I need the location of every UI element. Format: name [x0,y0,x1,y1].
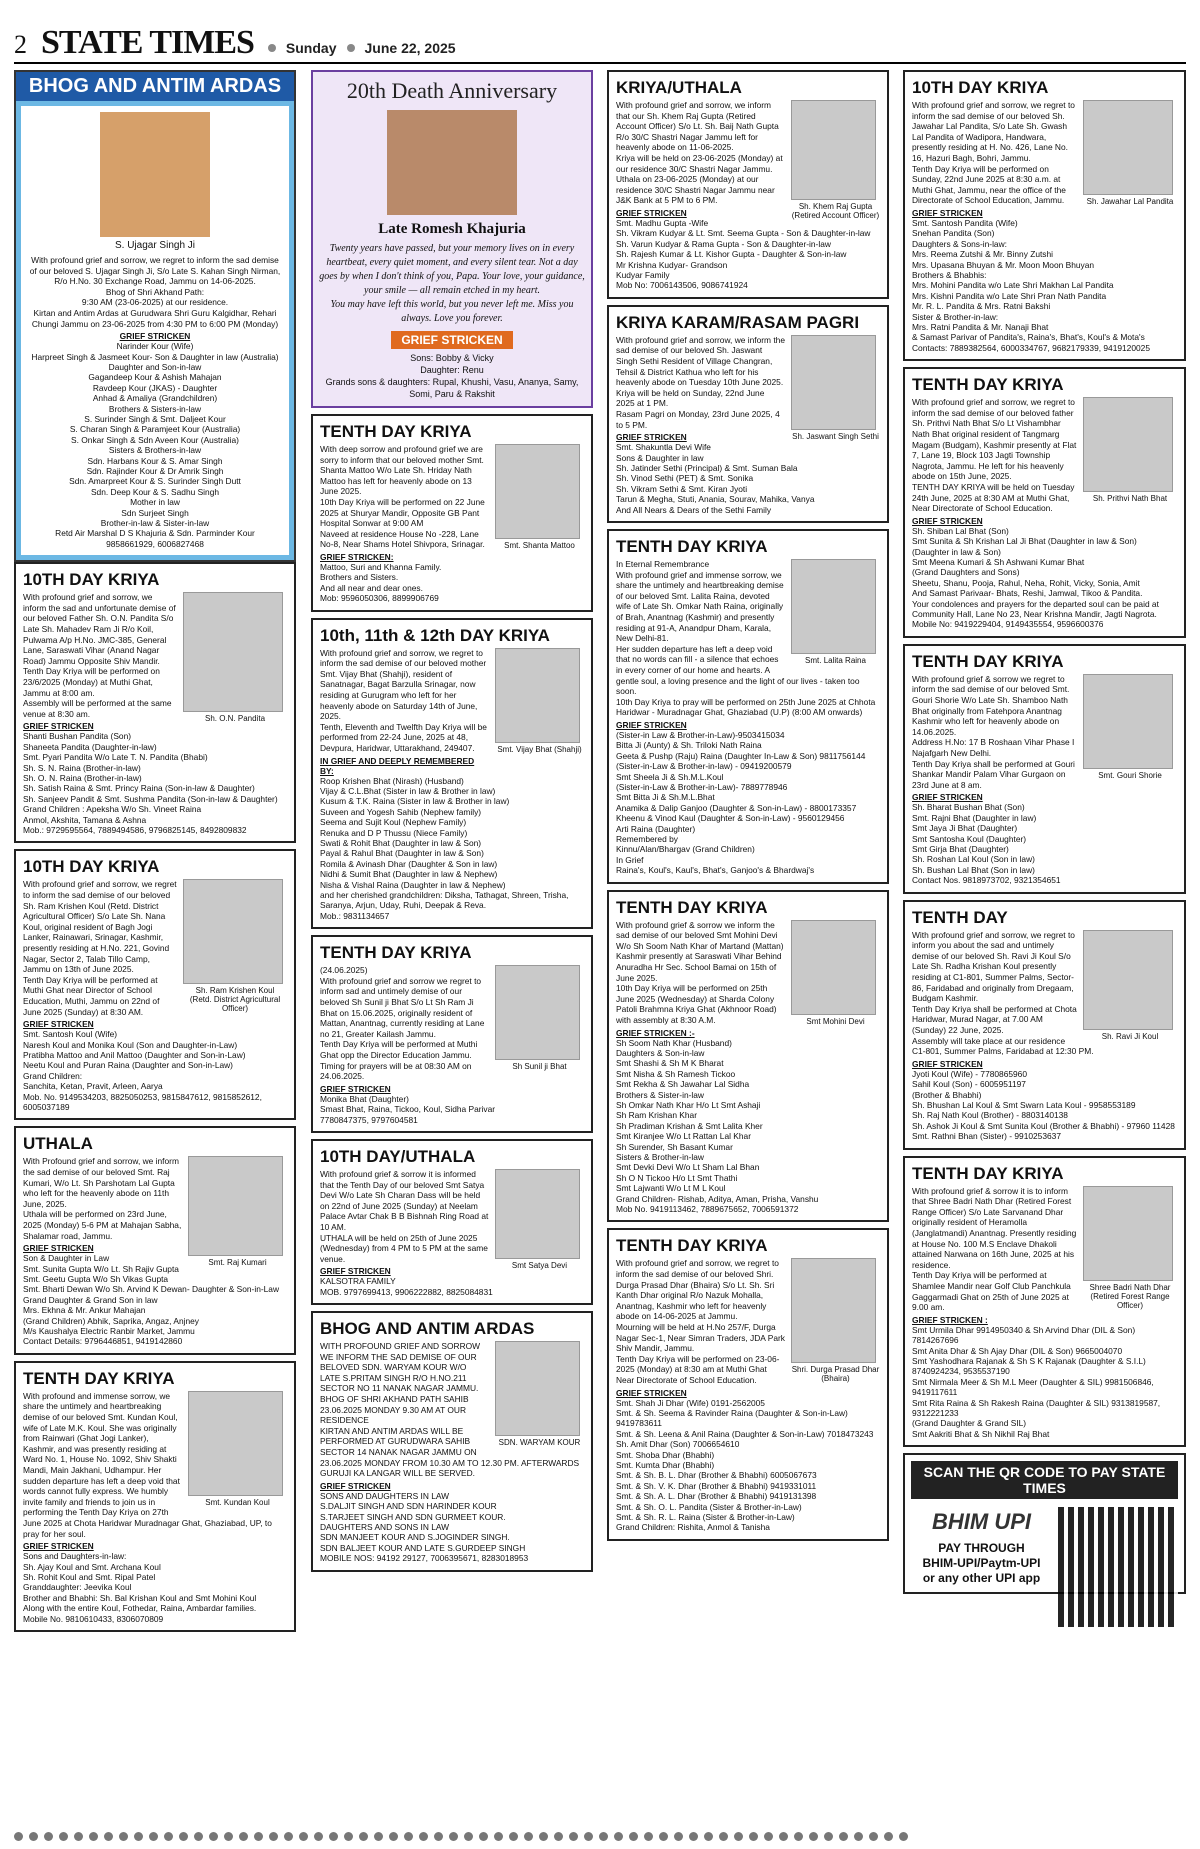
obituary-notice [14,1126,296,1354]
upi-payment-box [903,1453,1186,1594]
grief-heading: IN GRIEF AND DEEPLY REMEMBERED BY: [320,755,475,776]
obituary-notice [607,1228,889,1540]
relatives-list: Smt. Shakuntla Devi Wife Sons & Daughter in law Sh. Jatinder Sethi (Principal) & Smt. Suman Bala Sh. Vinod Sethi (PET) & Smt. Sonika Sh. Vikram Sethi & Smt. Kiran Jyoti Tarun & Megha, Stuti, Anania, Sourav, Mahika, Vanya And All Nears & Dears of the Sethi Family [616,442,815,515]
portrait-photo [1083,930,1173,1030]
bhim-upi-logo: BHIM UPI [932,1509,1031,1535]
notice-title: BHOG AND ANTIM ARDAS [16,72,294,101]
footer-dot-icon [464,1832,473,1841]
photo-block [791,100,880,220]
obituary-notice [903,644,1186,894]
anniversary-title: 20th Death Anniversary [346,78,558,103]
photo-caption: Smt. Kundan Koul [205,1497,270,1507]
footer-dot-icon [779,1832,788,1841]
footer-dot-icon [224,1832,233,1841]
grief-heading: GRIEF STRICKEN [616,719,687,730]
relatives-list: Mattoo, Suri and Khanna Family. Brothers and Sisters. And all near and dear ones. Mob: 9596050306, 8899906769 [320,561,442,604]
footer-dot-icon [854,1832,863,1841]
notice-text: With profound grief and sorrow, we inform the sad demise of our beloved Sh. Jaswant Singh Sethi Resident of Village Changran, Tehsil & District Kathua who left for his heavenly abode on Tuesday 10th June 2025. Kriya will be held on Sunday, 22nd June 2025 at 1 PM. Rasam Pagri on Monday, 23rd June 2025, 4 to 5 PM. [616,334,785,430]
notice-title: 10TH DAY KRIYA [912,78,1049,97]
photo-caption: Sh. Prithvi Nath Bhat [1092,494,1168,504]
obituary-notice [607,70,889,299]
grief-heading: GRIEF STRICKEN : [912,1314,988,1325]
notice-title: KRIYA KARAM/RASAM PAGRI [616,312,860,332]
notice-title: TENTH DAY KRIYA [616,536,768,556]
relatives-list: SONS AND DAUGHTERS IN LAW S.DALJIT SINGH AND SDN HARINDER KOUR S.TARJEET SINGH AND SDN GURMEET KOUR. DAUGHTERS AND SONS IN LAW SDN MANJEET KOUR AND S.JOGINDER SINGH. SDN BALJEET KOUR AND LATE S.GURDEEP SINGH MOBILE NOS: 94192 29127, 7006395671, 8283018953 [320,1490,529,1564]
notice-text: With profound grief and sorrow, we regret to inform you about the sad and untimely demise of our beloved Sh. Ravi Ji Koul S/o Late Sh. Radha Krishan Koul presently residing at C1-801, Summer Palms, Sector-86, Faridabad and originally from Dregaam, Budgam Kashmir. Tenth Day Kriya shall be performed at Chota Haridwar, Murad Nagar, at 7.00 AM (Sunday) 22 June, 2025. Assembly will take place at our residence C1-801, Summer Palms, Faridabad at 12:30 PM. [912,929,1094,1057]
footer-dot-icon [479,1832,488,1841]
grief-heading: GRIEF STRICKEN [320,1266,391,1277]
notice-title: TENTH DAY KRIYA [912,375,1064,395]
relatives-list: Smt. Santosh Pandita (Wife) Snehan Pandita (Son) Daughters & Sons-in-law: Mrs. Reema Zutshi & Mr. Binny Zutshi Mrs. Upasana Bhuyan & Mr. Moon Moon Bhuyan Brothers & Bhabhis: Mrs. Mohini Pandita w/o Late Shri Makhan Lal Pandita Mrs. Kishni Pandita w/o Late Shri Pran Nath Pandita Mr. R. L. Pandita & Mrs. Ratni Bakshi Sister & Brother-in-law: Mrs. Ratni Pandita & Mr. Nanaji Bhat & Samast Parivar of Pandita's, Raina's, Bhat's, Koul's & Mota's Contacts: 7889382564, 6000334767, 9682179339, 9419120025 [912,217,1150,353]
grief-heading: GRIEF STRICKEN [119,331,191,342]
portrait-photo [1083,1186,1173,1281]
notice-text: With profound grief & sorrow it is to inform that Shree Badri Nath Dhar (Retired Forest Range Officer) S/o Late Sarvanand Dhar originally resident of Heramolla (Janglatmandi) Anantnag. Presently residing at House No. 100 M.S Enclave Dhakoli attained Narwana on 16th June, 2025 at his residence. Tenth Day Kriya will be performed at Shamlee Mandir near Golf Club Panchkula Gaggarmadi Ghat on 25th of June 2025 at 9.00 am. [912,1185,1077,1313]
footer-dots [14,1832,1186,1841]
footer-dot-icon [674,1832,683,1841]
footer-dot-icon [584,1832,593,1841]
portrait-photo [495,1341,580,1436]
footer-dot-icon [119,1832,128,1841]
grief-heading: GRIEF STRICKEN [912,515,983,526]
grief-heading: GRIEF STRICKEN [320,1083,391,1094]
relatives-list: Sh. Shiban Lal Bhat (Son) Smt Sunita & Sh Krishan Lal Ji Bhat (Daughter in law & Son) (Daughter in law & Son) Smt Meena Kumari & Sh Ashwani Kumar Bhat (Grand Daughters and Sons) Sheetu, Shanu, Pooja, Rahul, Neha, Rohit, Vicky, Sonia, Amit And Samast Parivaar- Bhats, Reshi, Jamwal, Tikoo & Pandita. Your condolences and prayers for the departed soul can be paid at Community Hall, Lane No 23, Near Krishna Mandir, Jagti Nagrota. Mobile No: 9419229404, 9149435554, 9596600376 [912,525,1159,630]
footer-dot-icon [59,1832,68,1841]
portrait-photo [791,920,876,1015]
grief-heading: GRIEF STRICKEN [912,1058,983,1069]
footer-dot-icon [764,1832,773,1841]
obituary-notice [311,1139,593,1305]
notice-title: TENTH DAY [912,907,1008,927]
photo-caption: Smt. Raj Kumari [208,1258,267,1268]
footer-dot-icon [344,1832,353,1841]
photo-block [188,1156,287,1267]
footer-dot-icon [374,1832,383,1841]
photo-block [1083,1186,1177,1310]
deceased-name: Late Romesh Khajuria [378,221,526,237]
header-rule [14,62,1186,64]
footer-dot-icon [899,1832,908,1841]
portrait-photo [183,592,283,712]
footer-dot-icon [494,1832,503,1841]
footer-dot-icon [314,1832,323,1841]
portrait-photo [183,879,283,984]
relatives-list: KALSOTRA FAMILY MOB. 9797699413, 9906222882, 8825084831 [320,1276,493,1297]
footer-dot-icon [539,1832,548,1841]
footer-dot-icon [524,1832,533,1841]
photo-block [791,335,880,441]
portrait-photo [188,1156,283,1256]
relatives-list: (Sister-in Law & Brother-in-Law)-9503415034 Bitta Ji (Aunty) & Sh. Triloki Nath Raina Geeta & Pushp (Raju) Raina (Daughter In-Law & Son) 9811756144 (Sister-in-Law & Brother-in-law) - 09419200579 Smt Sheela Ji & Sh.M.L.Koul (Sister-in-Law & Brother-in-Law)- 7889778946 Smt Bitta Ji & Sh.M.L.Bhat Anamika & Dalip Ganjoo (Daughter & Son-in-Law) - 8800173357 Kheenu & Vinod Kaul (Daughter & Son-in-Law) - 9560129456 Arti Raina (Daughter) Remembered by Kinnu/Alan/Bhargav (Grand Children) In Grief Raina's, Koul's, Kaul's, Bhat's, Ganjoo's & Bhardwaj's [616,729,866,876]
photo-block [188,1391,287,1507]
photo-caption: Smt Mohini Devi [806,1016,865,1026]
notice-text: With profound grief and sorrow, we inform the sad and unfortunate demise of our beloved Father Sh. O.N. Pandita S/o Late Sh. Mahadev Ram Ji R/o Koil, Pulwama A/p H.No. JMC-385, General Lane, Saraswati Vihar (Anand Nagar Road) Jammu Opposite Shiv Mandir. Tenth Day Kriya will be performed on 23/6/2025 (Monday) at Muthi Ghat, Jammu at 8:00 am. Assembly will be performed at the same venue at 8:30 am. [23,592,176,719]
death-anniversary-notice [311,70,593,408]
photo-caption: Smt. Shanta Mattoo [504,541,575,550]
photo-caption: Sh Sunil ji Bhat [512,1062,567,1072]
grief-heading: GRIEF STRICKEN :- [616,1027,695,1038]
footer-dot-icon [194,1832,203,1841]
photo-caption: Sh. Khem Raj Gupta (Retired Account Officer) [791,202,880,220]
notice-text: With profound grief and sorrow, we regret to inform the sad demise of our beloved father Sh. Prithvi Nath Bhat S/o Lt Vishambhar Nath Bhat original resident of Tangmarg Magam (Budgam), Kashmir presently at Flat 7, Lane 19, Block 103 Jagti Township Nagrota, Jammu. He left for his heavenly abode on 15th June, 2025. TENTH DAY KRIYA will be held on Tuesday 24th June, 2025 at 8:30 AM at Muthi Ghat, Near Directorate of School Education. [912,397,1077,514]
grief-heading: GRIEF STRICKEN [616,432,687,443]
newspaper-logo: STATE TIMES [41,24,254,61]
notice-title: TENTH DAY KRIYA [912,1163,1064,1183]
photo-caption: Sh. Ravi Ji Koul [1101,1031,1159,1041]
photo-block [495,444,584,550]
bhog-ardas-notice [14,70,296,562]
footer-dot-icon [509,1832,518,1841]
grief-heading: GRIEF STRICKEN [616,1387,687,1398]
obituary-notice [903,70,1186,361]
obituary-notice [14,849,296,1120]
obituary-notice [14,562,296,843]
portrait-photo [1083,674,1173,769]
photo-block [495,1341,584,1447]
footer-dot-icon [434,1832,443,1841]
footer-dot-icon [419,1832,428,1841]
footer-dot-icon [179,1832,188,1841]
photo-caption: Sh. Jawahar Lal Pandita [1086,197,1174,206]
footer-dot-icon [299,1832,308,1841]
relatives-list: Roop Krishen Bhat (Nirash) (Husband) Vijay & C.L.Bhat (Sister in law & Brother in law) Kusum & T.K. Raina (Sister in law & Brother in law) Suveen and Yogesh Sahib (Nephew family) Seema and Sujit Koul (Nephew Family) Renuka and D P Thussu (Niece Family) Swati & Rohit Bhat (Daughter in law & Son) Payal & Rahul Bhat (Daughter in law & Son) Romila & Avinash Dhar (Daughter & Son in law) Nidhi & Sumit Bhat (Daughter in law & Nephew) Nisha & Vishal Raina (Daughter in law & Nephew) and her cherished grandchildren: Diksha, Tathagat, Shreen, Trisha, Saranya, Arjun, Uday, Ruhi, Deepak & Reva. Mob.: 9831134657 [320,775,569,921]
footer-dot-icon [134,1832,143,1841]
photo-caption: SDN. WARYAM KOUR [498,1438,581,1448]
photo-block [495,648,584,754]
relatives-list: Jyoti Koul (Wife) - 7780865960 Sahil Koul (Son) - 6005951197 (Brother & Bhabhi) Sh. Bhushan Lal Koul & Smt Swarn Lata Koul - 9958553189 Sh. Raj Nath Koul (Brother) - 8803140138 Sh. Ashok Ji Koul & Smt Sunita Koul (Brother & Bhabhi) - 97960 11428 Smt. Rathni Bhan (Sister) - 9910253637 [912,1068,1175,1142]
grief-heading: GRIEF STRICKEN [912,792,983,803]
photo-caption: Smt Satya Devi [511,1260,568,1270]
relatives-list: Shanti Bushan Pandita (Son) Shaneeta Pandita (Daughter-in-law) Smt. Pyari Pandita W/o Late T. N. Pandita (Bhabi) Sh. S. N. Raina (Brother-in-law) Sh. O. N. Raina (Brother-in-law) Sh. Satish Raina & Smt. Princy Raina (Son-in-law & Daughter) Sh. Sanjeev Pandit & Smt. Sushma Pandita (Son-in-law & Daughter) Grand Children : Apeksha W/o Sh. Vineet Raina Anmol, Akshita, Tamana & Ashna Mob.: 9729595564, 7889494586, 9796825145, 8492809832 [23,731,278,836]
notice-text: With profound grief and sorrow, we regret to inform the sad demise of our beloved Shri. Durga Prasad Dhar (Bhaira) S/o Lt. Sh. Sri Kanth Dhar original R/o Nazuk Mohalla, Anantnag, Kashmir who left for heavenly abode on 14-06-2025 at Jammu. Mourning will be held at H.No 257/F, Durga Nagar Sec-1, Near Simran Traders, JDA Park Shiv Mandir, Jammu. Tenth Day Kriya will be performed on 23-06-2025 (Monday) at 8:30 am at Muthi Ghat Near Directorate of School Education. [616,1258,785,1385]
photo-caption: Sh. Ram Krishen Koul (Retd. District Agricultural Officer) [189,986,281,1014]
obituary-notice [903,367,1186,638]
footer-dot-icon [284,1832,293,1841]
relatives-list: Narinder Kour (Wife) Harpreet Singh & Jasmeet Kour- Son & Daughter in law (Australia) Daughter and Son-in-law Gagandeep Kour & Ashish Mahajan Ravdeep Kour (JKAS) - Daughter Anhad & Amaliya (Grandchildren) Brothers & Sisters-in-law S. Surinder Singh & Smt. Daljeet Kour S. Charan Singh & Paramjeet Kour (Australia) S. Onkar Singh & Sdn Aveen Kour (Australia) Sisters & Brothers-in-law Sdn. Harbans Kour & S. Amar Singh Sdn. Rajinder Kour & Dr Amrik Singh Sdn. Amarpreet Kour & S. Surinder Singh Dutt Sdn. Deep Kour & S. Sadhu Singh Mother in law Sdn Surjeet Singh Brother-in-law & Sister-in-law Retd Air Marshal D S Khajuria & Sdn. Parminder Kour 9858661929, 6006827468 [31,341,279,549]
obituary-notice [311,414,593,612]
notice-text: With Profound grief and sorrow, we inform the sad demise of our beloved Smt. Raj Kumari, W/o Lt. Sh Parshotam Lal Gupta who left for the heavenly abode on 11th June, 2025. Uthala will be performed on 23rd June, 2025 (Monday) 5-6 PM at Mahajan Sabha, Shalamar road, Jammu. [23,1156,182,1241]
photo-caption: S. Ujagar Singh Ji [114,240,196,251]
relatives-list: Sh. Bharat Bushan Bhat (Son) Smt. Rajni Bhat (Daughter in law) Smt Jaya Ji Bhat (Daughter) Smt Santosha Koul (Daughter) Smt Girja Bhat (Daughter) Sh. Roshan Lal Koul (Son in law) Sh. Bushan Lal Bhat (Son in law) Contact Nos. 9818973702, 9321354651 [912,802,1061,886]
footer-dot-icon [629,1832,638,1841]
notice-title: TENTH DAY KRIYA [616,1236,768,1256]
footer-dot-icon [689,1832,698,1841]
page-number: 2 [14,30,27,59]
footer-dot-icon [869,1832,878,1841]
notice-text: With profound grief and sorrow, we regret to inform the sad demise of our beloved S. Ujagar Singh Ji, S/o Late S. Kahan Singh Nirman, R/o H.No. 30 Exchange Road, Jammu on 14-06-2025. Bhog of Shri Akhand Path: 9:30 AM (23-06-2025) at our residence. Kirtan and Antim Ardas at Gurudwara Shri Guru Kalgidhar, Rehari Chungi Jammu on 23-06-2025 from 4:30 PM to 6:00 PM (Monday) [29,255,281,329]
grief-heading: GRIEF STRICKEN [320,1480,391,1491]
relatives-list: Son & Daughter in Law Smt. Sunita Gupta W/o Lt. Sh Rajiv Gupta Smt. Geetu Gupta W/o Sh Vikas Gupta Smt. Bharti Dewan W/o Sh. Arvind K Dewan- Daughter & Son-in-Law Grand Daughter & Grand Son in law Mrs. Ekhna & Mr. Ankur Mahajan (Grand Children) Abhik, Saprika, Angaz, Anjney M/s Kaushalya Electric Ranbir Market, Jammu Contact Details: 9796446851, 9419142860 [23,1253,280,1347]
obituary-notice [903,900,1186,1150]
obituary-notice [607,305,889,523]
notice-text: With profound grief & sorrow we regret to inform the sad demise of our beloved Smt. Gouri Shorie W/o Late Sh. Shamboo Nath Bhat originally from Fatehpora Anantnag Kashmir who left for heavenly abode on 14.06.2025. Address H.No: 17 B Roshaan Vihar Phase I Najafgarh New Delhi. Tenth Day Kriya shall be performed at Gouri Shankar Mandir Palam Vihar Gurgaon on 23rd June at 8 am. [912,673,1075,790]
portrait-photo [100,112,210,237]
footer-dot-icon [614,1832,623,1841]
photo-caption: Smt. Lalita Raina [805,655,866,665]
footer-dot-icon [554,1832,563,1841]
footer-dot-icon [359,1832,368,1841]
notice-text: With profound and immense sorrow, we share the untimely and heartbreaking demise of our beloved Smt. Kundan Koul, wife of Late M.K. Koul. She was originally from Rainwari (Ghat Jogi Lanker), Kashmir, and was presently residing at Ward No. 1, House No. 1092, Shiv Shakti Mandi, Main Jakhani, Udhampur. Her sudden departure has left a deep void that words cannot fully express. We humbly invite family and friends to join us in performing the Tenth Day Kriya on 27th June 2025 at Chota Haridwar Muradnagar Ghat, Ghaziabad, UP, to pray for her soul. [23,1390,272,1539]
footer-dot-icon [749,1832,758,1841]
notice-title: 10th, 11th & 12th DAY KRIYA [320,625,550,645]
photo-block [1083,930,1177,1041]
notice-text: With profound grief and sorrow, we inform that our Sh. Khem Raj Gupta (Retired Account Officer) S/o Lt. Sh. Baij Nath Gupta R/o 30/C Shastri Nagar Jammu left for heavenly abode on 11-06-2025. Kriya will be held on 23-06-2025 (Monday) at our residence 30/C Shastri Nagar Jammu. Uthala on 23-06-2025 (Monday) at our residence 30/C Shastri Nagar Jammu near J&K Bank at 5 PM to 6 PM. [616,100,783,206]
notice-title: TENTH DAY KRIYA [320,943,472,963]
photo-block [791,1258,880,1383]
portrait-photo [495,444,580,539]
portrait-photo [495,648,580,743]
footer-dot-icon [44,1832,53,1841]
bullet-icon [347,44,355,52]
relatives-list: Monika Bhat (Daughter) Smast Bhat, Raina, Tickoo, Koul, Sidha Parivar 7780847375, 9797604581 [320,1093,496,1125]
column-3 [607,70,889,1547]
relatives-list: Sh Soom Nath Khar (Husband) Daughters & Son-in-law Smt Shashi & Sh M K Bharat Smt Nisha & Sh Ramesh Tickoo Smt Rekha & Sh Jawahar Lal Sidha Brothers & Sister-in-law Sh Omkar Nath Khar H/o Lt Smt Ashaji Sh Ram Krishan Khar Sh Pradiman Krishan & Smt Lalita Kher Smt Kiranjee W/o Lt Rattan Lal Khar Sh Surender, Sh Basant Kumar Sisters & Brother-in-law Smt Devki Devi W/o Lt Sham Lal Bhan Sh O N Tickoo H/o Lt Smt Thathi Smt Lajwanti W/o Lt M L Koul Grand Children- Rishab, Aditya, Aman, Prisha, Vanshu Mob No. 9419113462, 7889675652, 7006591372 [616,1037,819,1214]
issue-date [268,40,456,56]
relatives-list: Smt. Shah Ji Dhar (Wife) 0191-2562005 Smt. & Sh. Seema & Ravinder Raina (Daughter & Son-in-Law) 9419783611 Smt. & Sh. Leena & Anil Raina (Daughter & Son-in-Law) 7018473243 Sh. Amit Dhar (Son) 7006654610 Smt. Shoba Dhar (Bhabhi) Smt. Kumta Dhar (Bhabhi) Smt. & Sh. B. L. Dhar (Brother & Bhabhi) 6005067673 Smt. & Sh. V. K. Dhar (Brother & Bhabhi) 9419331011 Smt. & Sh. A. L. Dhar (Brother & Bhabhi) 9419131398 Smt. & Sh. O. L. Pandita (Sister & Brother-in-Law) Smt. & Sh. R. L. Raina (Sister & Brother-in-Law) Grand Children: Rishita, Anmol & Tanisha [616,1397,874,1533]
obituary-notice [311,935,593,1133]
notice-text: With deep sorrow and profound grief we are sorry to inform that our beloved mother Smt. Shanta Mattoo W/o Late Sh. Hriday Nath Mattoo has left for heavenly abode on 13 June 2025. 10th Day Kriya will be performed on 22 June 2025 at Shuryar Mandir, Opposite GB Pant Hospital Sonwar at 9:00 AM Naveed at residence House No -228, Lane No-8, Near Shams Hotel Shivpora, Srinagar. [320,444,485,550]
grief-heading: GRIEF STRICKEN [23,1019,94,1030]
footer-dot-icon [74,1832,83,1841]
issue-day: Sunday [285,40,337,56]
notice-title: TENTH DAY KRIYA [616,897,768,917]
notice-title: 10TH DAY KRIYA [23,857,160,877]
photo-block [183,592,287,723]
portrait-photo [495,1169,580,1259]
column-4 [903,70,1186,1627]
bullet-icon [268,44,276,52]
footer-dot-icon [824,1832,833,1841]
issue-date-text: June 22, 2025 [364,40,456,56]
grief-heading: GRIEF STRICKEN [23,721,94,732]
photo-caption: Shree Badri Nath Dhar (Retired Forest Range Officer) [1089,1282,1171,1310]
footer-dot-icon [884,1832,893,1841]
grief-heading: GRIEF STRICKEN [23,1243,94,1254]
portrait-photo [791,1258,876,1363]
notice-title: UTHALA [23,1134,93,1154]
footer-dot-icon [389,1832,398,1841]
portrait-photo [791,100,876,200]
notice-text: WITH PROFOUND GRIEF AND SORROW WE INFORM THE SAD DEMISE OF OUR BELOVED SDN. WARYAM KOUR W/O LATE S.PRITAM SINGH R/O H.NO.211 SECTOR NO 11 NANAK NAGAR JAMMU. BHOG OF SHRI AKHAND PATH SAHIB 23.06.2025 MONDAY 9.30 AM AT OUR RESIDENCE KIRTAN AND ANTIM ARDAS WILL BE PERFORMED AT GURUDWARA SAHIB SECTOR 14 NANAK NAGAR JAMMU ON 23.06.2025 MONDAY FROM 10.30 AM TO 12.30 PM. AFTERWARDS GURUJI KA LANGAR WILL BE SERVED. [320,1341,580,1479]
portrait-photo [1083,100,1173,195]
footer-dot-icon [704,1832,713,1841]
footer-dot-icon [209,1832,218,1841]
notice-text: With profound grief & sorrow it is informed that the Tenth Day of our beloved Smt Satya Devi W/o Late Sh Charan Dass will be held on 22nd of June 2025 (Sunday) at Neelam Palace Avtar Chak B B Bishnah Ring Road at 10 AM. UTHALA will be held on 25th of June 2025 (Wednesday) from 4 PM to 5 PM at the same venue. [320,1168,489,1264]
photo-block [791,559,880,665]
obituary-notice [607,529,889,884]
footer-dot-icon [809,1832,818,1841]
notice-text: (24.06.2025) With profound grief and sorrow we regret to inform sad and untimely demise of our beloved Sh Sunil ji Bhat S/o Lt Sh Ram Ji Bhat on 15.06.2025, originally resident of Mattan, Anantnag, currently residing at Lane no 21, Greater Kailash Jammu. Tenth Day Kriya will be performed at Muthi Ghat opp the Director Education Jammu. Timing for prayers will be at 08:30 AM on 24.06.2025. [320,965,485,1082]
footer-dot-icon [254,1832,263,1841]
notice-title: TENTH DAY KRIYA [320,422,472,441]
photo-caption: Smt. Gouri Shorie [1098,770,1162,780]
portrait-photo [387,110,517,215]
photo-block [495,1169,584,1270]
footer-dot-icon [569,1832,578,1841]
footer-dot-icon [644,1832,653,1841]
qr-heading: SCAN THE QR CODE TO PAY STATE TIMES [911,1461,1178,1499]
column-1 [14,70,296,1638]
footer-dot-icon [14,1832,23,1841]
photo-block [791,920,880,1026]
relatives-list: Sons and Daughters-in-law: Sh. Ajay Koul and Smt. Archana Koul Sh. Rohit Koul and Smt. Ripal Patel Granddaughter: Jeevika Koul Brother and Bhabhi: Sh. Bal Krishan Koul and Smt Mohini Koul Along with the entire Koul, Fothedar, Raina, Ambardar families. Mobile No. 9810610433, 8306070809 [23,1551,257,1624]
photo-block [1083,397,1177,503]
notice-text: With profound grief & sorrow we inform the sad demise of our beloved Smt Mohini Devi W/o Sh Soom Nath Khar of Martand (Mattan) Kashmir presently at Saraswati Vihar Behind Anuradha Hr Sec. School Bamai on 15th of June 2025. 10th Day Kriya will be performed on 25th June 2025 (Wednesday) at Sharda Colony Patoli Brahmna Kriya Ghat (Akhnoor Road) with assembly at 8:30 A.M. [616,919,784,1025]
footer-dot-icon [269,1832,278,1841]
notice-text: In Eternal Remembrance With profound grief and immense sorrow, we share the untimely and heartbreaking demise of our beloved Smt. Lalita Raina, devoted wife of Late Sh. Omkar Nath Raina, originally of Brah, Anantnag (Kashmir) and presently residing at 91-A, Anandpur Dham, Karala, New Delhi-81. Her sudden departure has left a deep void that no words can fill - a silence that echoes in every corner of our home and hearts. A gentle soul, a loving presence and the light of our lives - taken too soon. 10th Day Kriya to pray will be performed on 25th June 2025 at Chhota Haridwar - Muradnagar Ghat, Ghaziabad (U.P) (8:00 AM onwards) [616,558,876,718]
footer-dot-icon [659,1832,668,1841]
grief-heading: GRIEF STRICKEN: [320,551,394,562]
notice-title: BHOG AND ANTIM ARDAS [320,1319,535,1339]
notice-title: KRIYA/UTHALA [616,78,742,97]
photo-block [1083,674,1177,780]
qr-code-icon[interactable] [1058,1507,1178,1627]
obituary-notice [607,890,889,1223]
portrait-photo [791,335,876,430]
portrait-photo [1083,397,1173,492]
relatives-list: Smt. Madhu Gupta -Wife Sh. Vikram Kudyar & Lt. Smt. Seema Gupta - Son & Daughter-in-law Sh. Varun Kudyar & Rama Gupta - Son & Daughter-in-law Sh. Rajesh Kumar & Lt. Kishor Gupta - Daughter & Son-in-law Mr Krishna Kudyar- Grandson Kudyar Family Mob No: 7006143506, 9086741924 [616,217,871,291]
notice-title: TENTH DAY KRIYA [23,1368,175,1388]
photo-caption: Sh. Jaswant Singh Sethi [792,431,879,441]
obituary-notice [14,1361,296,1632]
obituary-notice [311,1311,593,1572]
footer-dot-icon [839,1832,848,1841]
footer-dot-icon [239,1832,248,1841]
notice-title: 10TH DAY/UTHALA [320,1146,476,1166]
relatives-list: Smt. Santosh Koul (Wife) Naresh Koul and Monika Koul (Son and Daughter-in-Law) Pratibha Mattoo and Anil Mattoo (Daughter and Son-in-Law) Neetu Koul and Puran Raina (Daughter and Son-in-Law) Grand Children: Sanchita, Ketan, Pravit, Arleen, Aarya Mob. No. 9149534203, 8825050253, 9815847612, 9815852612, 6005037189 [23,1029,262,1113]
notice-text: With profound grief and sorrow, we regret to inform the sad demise of our beloved Sh. Jawahar Lal Pandita, S/o Late Sh. Gwash Lal Pandita of Wadipora, Handwara, presently residing at H. No. 426, Lane No. 16, Hazuri Bagh, Bohri, Jammu. Tenth Day Kriya will be performed on Sunday, 22nd June 2025 at 8:30 a.m. at Muthi Ghat, Jammu, near the office of the Directorate of School Education, Jammu. [912,100,1075,206]
masthead [14,22,1186,60]
photo-caption: Shri. Durga Prasad Dhar (Bhaira) [791,1365,880,1384]
footer-dot-icon [89,1832,98,1841]
footer-dot-icon [404,1832,413,1841]
family-list: Sons: Bobby & Vicky Daughter: Renu Grands sons & daughters: Rupal, Khushi, Vasu, Ananya, Samy, Somi, Paru & Rakshit [325,353,579,399]
notice-title: TENTH DAY KRIYA [912,651,1064,671]
portrait-photo [495,965,580,1060]
notice-title: 10TH DAY KRIYA [23,570,160,590]
notice-text: With profound grief and sorrow, we regret to inform the sad demise of our beloved Sh. Ram Krishen Koul (Retd. District Agricultural Officer) S/o Late Sh. Nana Koul, original resident of Bagh Jogi Lanker, Rainawari, Srinagar, Kashmir, presently residing at H.No. 221, Govind Nagar, Sector 2, Talab Tillo Camp, Jammu on 13th of June 2025. Tenth Day Kriya will be performed at Muthi Ghat near Director of School Education, Muthi, Jammu on 22nd of June 2025 (Sunday) at 8:30 AM. [23,879,177,1017]
obituary-notice [903,1156,1186,1448]
footer-dot-icon [794,1832,803,1841]
footer-dot-icon [734,1832,743,1841]
photo-caption: Smt. Vijay Bhat (Shahji) [497,744,582,754]
footer-dot-icon [149,1832,158,1841]
footer-dot-icon [29,1832,38,1841]
grief-heading: GRIEF STRICKEN [391,331,512,349]
grief-heading: GRIEF STRICKEN [23,1541,94,1552]
photo-block [183,879,287,1013]
grief-heading: GRIEF STRICKEN [616,207,687,218]
portrait-photo [188,1391,283,1496]
payment-options: PAY THROUGH BHIM-UPI/Paytm-UPI or any other UPI app [922,1541,1041,1586]
notice-text: With profound grief and sorrow, we regret to inform the sad demise of our beloved mother Smt. Vijay Bhat (Shahji), resident of Sanatnagar, Bagat Barzulla Srinagar, now residing at Gurugram who left for her heavenly abode on Saturday 14th of June, 2025. Tenth, Eleventh and Twelfth Day Kriya will be performed from 22-24 June, 2025 at 48, Devpura, Haridwar, Uttarakhand, 249407. [320,647,487,753]
obituary-notice [311,618,593,930]
relatives-list: Smt Urmila Dhar 9914950340 & Sh Arvind Dhar (DIL & Son) 7814267696 Smt Anita Dhar & Sh Ajay Dhar (DIL & Son) 9665004070 Smt Yashodhara Rajanak & Sh S K Rajanak (Daughter & S.I.L) 8740924234, 9535537190 Smt Nirmala Meer & Sh M.L Meer (Daughter & SIL) 9981506846, 9419117611 Smt Rita Raina & Sh Rakesh Raina (Daughter & SIL) 9313819587, 9312221233 (Grand Daughter & Grand SIL) Smt Aakriti Bhat & Sh Nikhil Raj Bhat [912,1324,1161,1439]
photo-block [495,965,584,1071]
grief-heading: GRIEF STRICKEN [912,207,983,218]
footer-dot-icon [449,1832,458,1841]
tribute-poem: Twenty years have passed, but your memory lives on in every heartbeat, every quiet moment, and every silent tear. Not a day goes by when I don't think of you, Papa. Your love, your guidance, your smile — all remain etched in my heart. You may have left this world, but you never left me. Miss you always. Love you forever. [319,243,585,324]
photo-caption: Sh. O.N. Pandita [204,714,266,724]
column-2 [311,70,593,1578]
photo-block [1083,100,1177,206]
footer-dot-icon [599,1832,608,1841]
footer-dot-icon [329,1832,338,1841]
footer-dot-icon [719,1832,728,1841]
portrait-photo [791,559,876,654]
footer-dot-icon [164,1832,173,1841]
footer-dot-icon [104,1832,113,1841]
